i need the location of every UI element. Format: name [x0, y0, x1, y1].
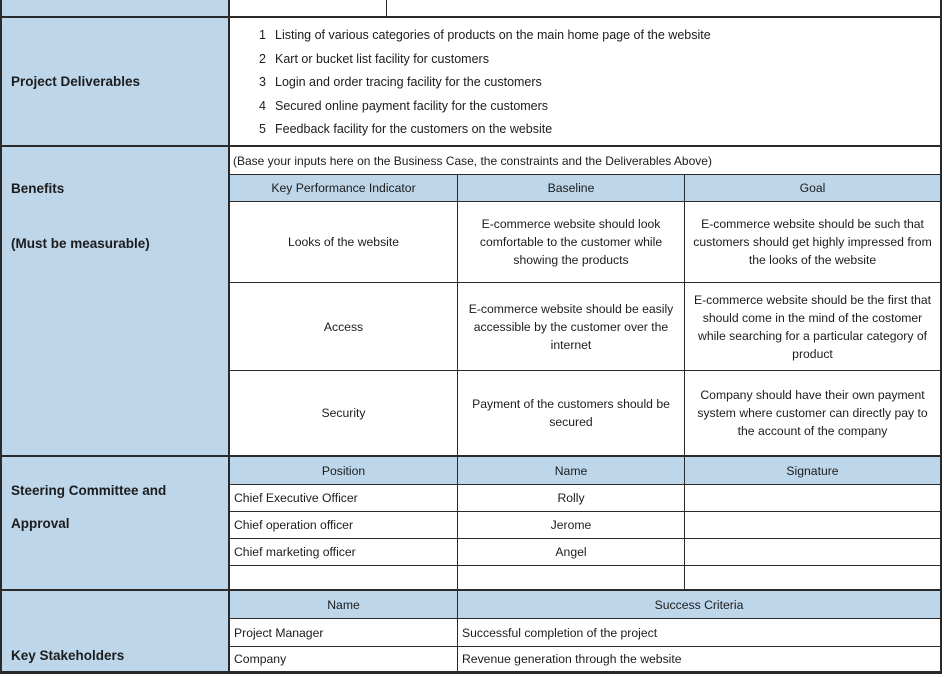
baseline-cell: Payment of the customers should be secured: [458, 371, 685, 455]
steering-subtable: [230, 457, 940, 589]
steering-header-name: Name: [458, 457, 685, 484]
section-key-stakeholders: [2, 589, 940, 671]
stakeholder-name-cell: Project Manager: [230, 619, 458, 646]
signature-cell: [685, 512, 940, 538]
steering-row-cmo: [230, 538, 940, 565]
deliverable-item: [252, 52, 936, 66]
kpi-cell: Looks of the website: [230, 202, 458, 282]
kpi-cell: Access: [230, 283, 458, 370]
steering-row-coo: [230, 511, 940, 538]
steering-label-line1: Steering Committee and: [11, 483, 167, 498]
benefits-note: (Base your inputs here on the Business Case, the constraints and the Deliverables Above): [233, 153, 712, 168]
benefits-header-row: [230, 174, 940, 201]
deliverable-text: Kart or bucket list facility for customers: [275, 51, 489, 66]
stakeholders-row-pm: [230, 618, 940, 646]
stakeholders-label: [2, 591, 230, 671]
stakeholder-criteria-cell: Successful completion of the project: [462, 625, 658, 640]
partial-top-end-cell: [387, 0, 940, 16]
deliverable-number: 2: [259, 51, 266, 66]
signature-cell: [685, 485, 940, 511]
name-cell: Angel: [458, 539, 685, 565]
benefits-row-looks: [230, 201, 940, 282]
benefits-row-access: [230, 282, 940, 370]
steering-header-position: Position: [230, 457, 458, 484]
deliverable-text: Login and order tracing facility for the customers: [275, 75, 542, 89]
section-project-deliverables: [2, 16, 940, 145]
deliverable-item: [252, 122, 936, 136]
position-cell: Chief marketing officer: [230, 539, 458, 565]
goal-cell: Company should have their own payment system where customer can directly pay to the account of the company: [697, 388, 928, 438]
deliverable-text: Listing of various categories of products on the main home page of the website: [275, 28, 711, 42]
benefits-header-goal: Goal: [799, 181, 826, 195]
benefits-label: [2, 147, 230, 455]
stakeholders-header-row: [230, 591, 940, 618]
name-cell: Jerome: [458, 512, 685, 538]
benefits-header-kpi: Key Performance Indicator: [230, 175, 458, 201]
steering-label-line2: Approval: [11, 516, 70, 531]
benefits-header-baseline: Baseline: [458, 175, 685, 201]
signature-cell: [685, 539, 940, 565]
deliverable-number: 3: [259, 75, 266, 89]
stakeholders-row-company: [230, 646, 940, 671]
partial-top-row: [2, 0, 940, 16]
deliverable-item: [252, 99, 936, 113]
stakeholders-label-text: Key Stakeholders: [11, 648, 125, 663]
name-cell: Rolly: [458, 485, 685, 511]
project-deliverables-label-text: Project Deliverables: [11, 74, 141, 89]
steering-label: [2, 457, 230, 589]
stakeholder-criteria-cell: Revenue generation through the website: [462, 652, 682, 666]
stakeholders-subtable: [230, 591, 940, 671]
signature-cell: [685, 566, 940, 589]
position-cell: [230, 566, 458, 589]
benefits-label-subtext: (Must be measurable): [11, 236, 150, 251]
deliverable-item: [252, 28, 936, 42]
project-deliverables-label: [2, 18, 230, 145]
project-deliverables-list: [230, 18, 940, 145]
benefits-subtable: [230, 147, 940, 455]
benefits-label-text: Benefits: [11, 181, 65, 196]
section-benefits: [2, 145, 940, 455]
goal-cell: E-commerce website should be the first that should come in the mind of the costomer while searching for a particular category of product: [693, 292, 932, 361]
baseline-cell: E-commerce website should look comfortable to the customer while showing the products: [458, 202, 685, 282]
deliverable-number: 1: [259, 28, 266, 42]
steering-header-signature: Signature: [786, 463, 839, 478]
steering-row-empty: [230, 565, 940, 589]
stakeholders-header-name: Name: [230, 591, 458, 618]
goal-cell: E-commerce website should be such that customers should get highly impressed from the looks of the website: [693, 217, 932, 267]
steering-row-ceo: [230, 484, 940, 511]
deliverable-number: 5: [259, 122, 266, 136]
deliverable-text: Feedback facility for the customers on the website: [275, 122, 553, 136]
deliverable-item: [252, 75, 936, 89]
benefits-row-security: [230, 370, 940, 455]
partial-top-label-cell: [2, 0, 230, 16]
partial-top-mid-cell: [230, 0, 387, 16]
section-steering-committee: [2, 455, 940, 589]
name-cell: [458, 566, 685, 589]
deliverable-text: Secured online payment facility for the customers: [275, 98, 549, 113]
position-cell: Chief Executive Officer: [230, 485, 458, 511]
stakeholders-header-criteria: Success Criteria: [654, 597, 744, 612]
kpi-cell: Security: [230, 371, 458, 455]
baseline-cell: E-commerce website should be easily accessible by the customer over the internet: [458, 283, 685, 370]
steering-header-row: [230, 457, 940, 484]
position-cell: Chief operation officer: [230, 512, 458, 538]
deliverable-number: 4: [259, 98, 266, 113]
stakeholder-name-cell: Company: [230, 647, 458, 671]
